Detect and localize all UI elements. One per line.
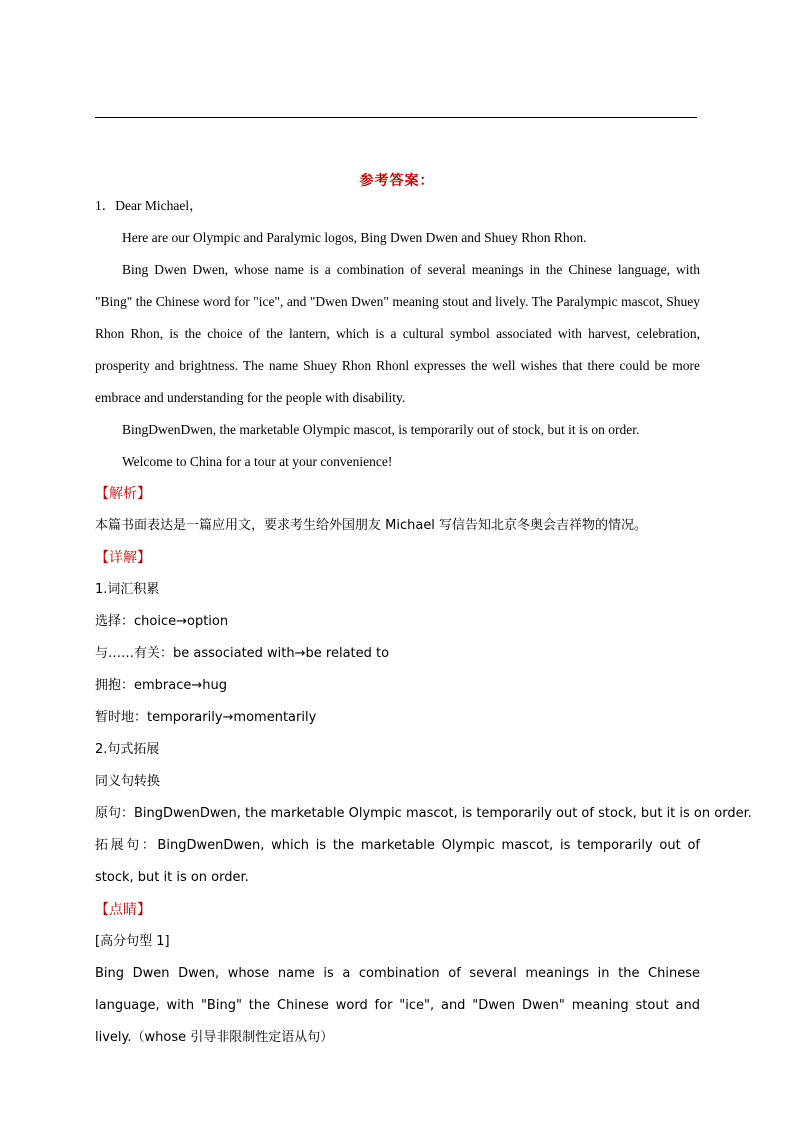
letter-paragraph-4: Welcome to China for a tour at your convenience! — [122, 454, 393, 469]
analysis-heading: 【解析】 — [95, 486, 151, 502]
details-heading: 【详解】 — [95, 550, 151, 566]
question-number: 1． — [95, 198, 116, 213]
highlight-text: Bing Dwen Dwen, whose name is a combination of several meanings in the Chinese language, with "Bing" the Chinese word for "ice", and "Dwen Dwen" meaning stout and lively.（whose 引导非限制性定语从句） — [95, 966, 700, 1045]
highlight-heading: 【点睛】 — [95, 902, 151, 918]
expanded-sentence: 拓展句：BingDwenDwen, which is the marketable Olympic mascot, is temporarily out of stock, but it is on order. — [95, 838, 700, 885]
vocab-item: 暂时地：temporarily→momentarily — [95, 710, 317, 725]
letter-paragraph-3: BingDwenDwen, the marketable Olympic mascot, is temporarily out of stock, but it is on order. — [122, 422, 640, 437]
sentence-title: 2.句式拓展 — [95, 742, 160, 757]
vocab-item: 与……有关：be associated with→be related to — [95, 646, 390, 661]
document-body — [95, 190, 752, 1054]
answer-title: 参考答案： — [359, 173, 435, 189]
vocab-item: 选择：choice→option — [95, 614, 229, 629]
letter-greeting: Dear Michael， — [115, 198, 203, 213]
highlight-label: [高分句型 1] — [95, 934, 170, 949]
analysis-text: 本篇书面表达是一篇应用文，要求考生给外国朋友 Michael 写信告知北京冬奥会吉祥物的情况。 — [95, 518, 648, 533]
letter-paragraph-1: Here are our Olympic and Paralymic logos, Bing Dwen Dwen and Shuey Rhon Rhon. — [122, 230, 587, 245]
vocab-title: 1.词汇积累 — [95, 582, 160, 597]
sentence-subtitle: 同义句转换 — [95, 774, 161, 789]
original-sentence: 原句：BingDwenDwen, the marketable Olympic mascot, is temporarily out of stock, but it is on order. — [95, 806, 752, 821]
vocab-item: 拥抱：embrace→hug — [95, 678, 227, 693]
letter-paragraph-2: Bing Dwen Dwen, whose name is a combination of several meanings in the Chinese language, with "Bing" the Chinese word for "ice", and "Dwen Dwen" meaning stout and lively. The Paralympic mascot, Shuey Rhon Rhon, is the choice of the lantern, which is a cultural symbol associated with harvest, celebration, prosperity and brightness. The name Shuey Rhon Rhonl expresses the well wishes that there could be more embrace and understanding for the people with disability. — [95, 262, 700, 405]
letter-greeting-line — [95, 190, 700, 222]
header-rule — [95, 117, 697, 118]
